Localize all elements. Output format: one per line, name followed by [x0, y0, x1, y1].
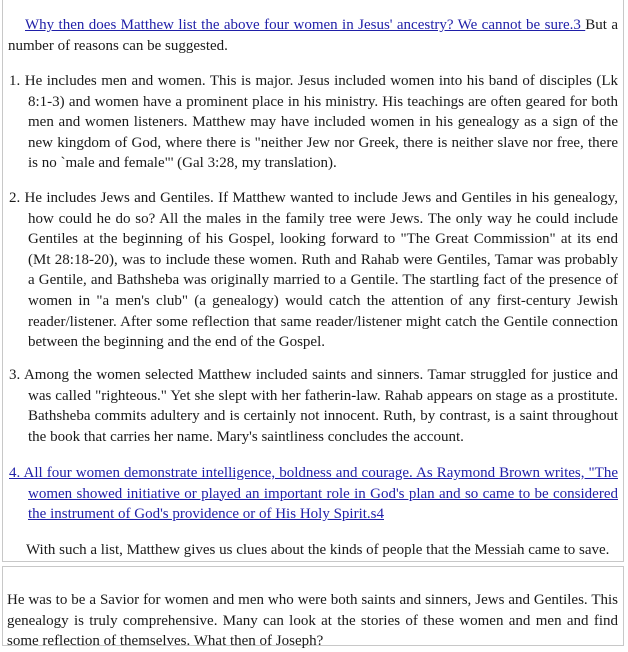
footnote-3-link[interactable]: Why then does Matthew list the above four women in Jesus' ancestry? We cannot be sure.3 — [25, 17, 586, 33]
intro-paragraph — [8, 15, 618, 56]
list-item-men-and-women: 1. He includes men and women. This is major. Jesus included women into his band of disciples (Lk 8:1-3) and women have a prominent place in his ministry. His teachings are often geared for both men and women listeners. Matthew may have included women in his genealogy as a sign of the new kingdom of God, where there is "neither Jew nor Greek, there is neither slave nor free, there is no `male and female"' (Gal 3:28, my translation). — [9, 73, 618, 172]
list-item-courage — [9, 463, 618, 525]
intro-rest-text: But a number of reasons can be suggested. — [8, 17, 618, 54]
summary-paragraph: He was to be a Savior for women and men who were both saints and sinners, Jews and Gentiles. This genealogy is truly comprehensive. Many can look at the stories of these women and men and find some reflection of themselves. What then of Joseph? — [7, 592, 618, 650]
closing-paragraph: With such a list, Matthew gives us clues about the kinds of people that the Messiah came to save. — [26, 542, 610, 558]
content-box-summary — [2, 566, 624, 650]
footnote-4-link[interactable]: 4. All four women demonstrate intelligence, boldness and courage. As Raymond Brown writes, "The women showed initiative or played an important role in God's plan and so came to be considered the instrument of God's providence or of His Holy Spirit.s4 — [9, 465, 618, 523]
list-item-saints-and-sinners: 3. Among the women selected Matthew included saints and sinners. Tamar struggled for justice and was called "righteous." Yet she slept with her fatherin-law. Rahab appears on stage as a prostitute. Bathsheba commits adultery and is certainly not innocent. Ruth, by contrast, is a saint throughout the book that carries her name. Mary's saintliness concludes the account. — [9, 367, 618, 445]
list-item-jews-and-gentiles: 2. He includes Jews and Gentiles. If Matthew wanted to include Jews and Gentiles in his genealogy, how could he do so? All the males in the family tree were Jews. The only way he could include Gentiles at the beginning of his Gospel, looking forward to "The Great Commission" at its end (Mt 28:18-20), was to include these women. Ruth and Rahab were Gentiles, Tamar was probably a Gentile, and Bathsheba was originally married to a Gentile. The startling fact of the presence of women in "a men's club" (a genealogy) would catch the attention of any first-century Jewish reader/listener. After some reflection that same reader/listener might catch the Gentile connection between the beginning and the end of the Gospel. — [9, 190, 618, 351]
content-box-reasons — [2, 0, 624, 562]
